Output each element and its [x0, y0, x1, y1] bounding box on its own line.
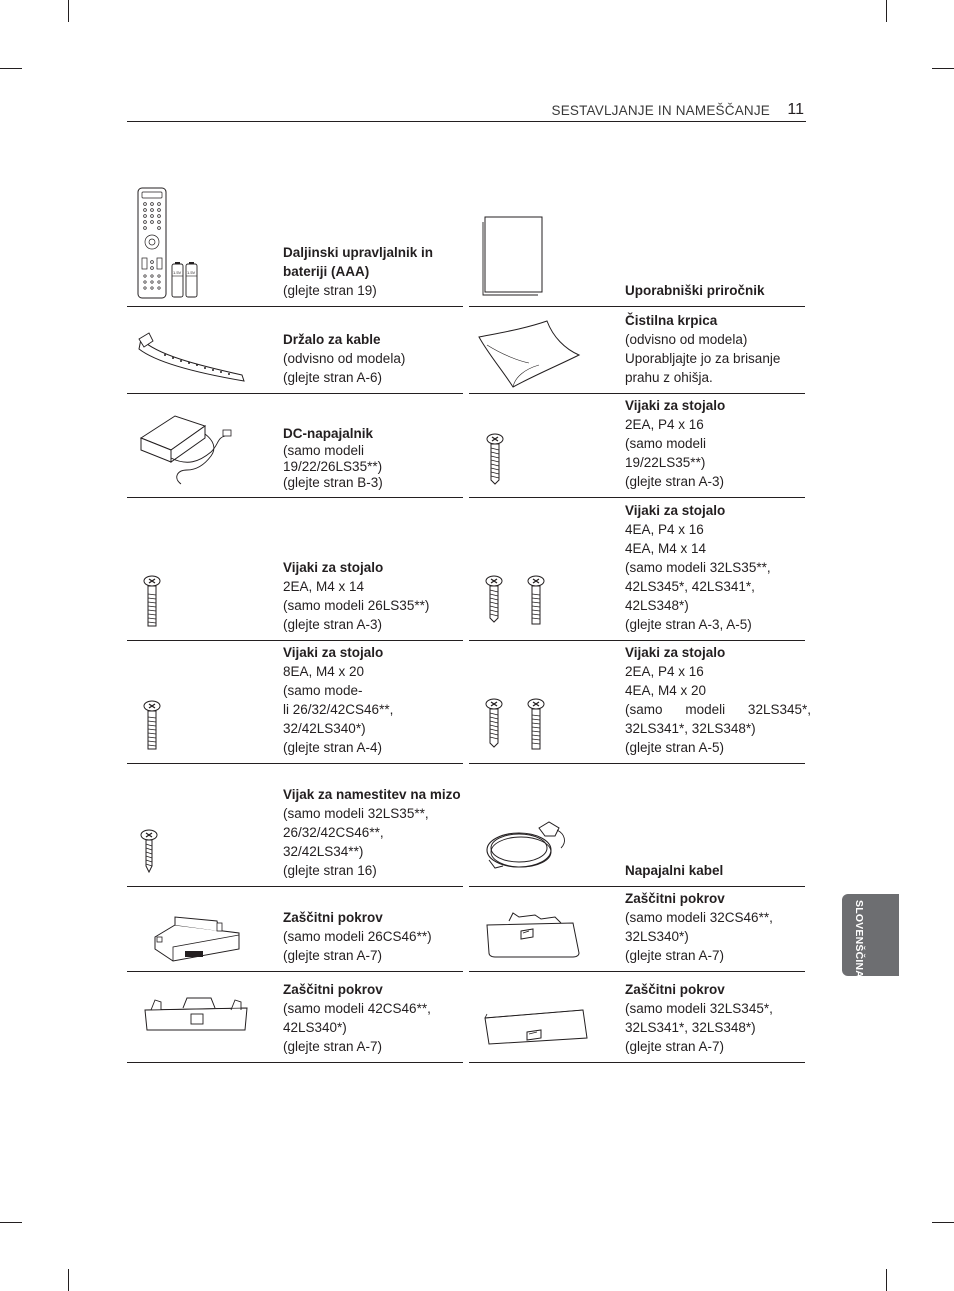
item-cover-32ls-text	[625, 980, 811, 1056]
item-manual-text	[625, 281, 811, 300]
screw-icon	[469, 641, 625, 763]
item-cable-holder	[127, 307, 463, 394]
item-cover-32	[469, 887, 805, 972]
protective-cover-icon	[127, 972, 283, 1062]
item-cover-32-text	[625, 889, 811, 965]
crop-mark	[0, 1222, 22, 1223]
item-title: Napajalni kabel	[625, 863, 724, 878]
screw-icon	[127, 498, 283, 640]
item-cover-26	[127, 887, 463, 972]
crop-mark	[886, 1269, 887, 1291]
item-title: Držalo za kable	[283, 332, 381, 347]
item-desk-screw	[127, 764, 463, 887]
item-line: 32LS341*, 32LS348*)	[625, 1020, 756, 1035]
crop-mark	[932, 1222, 954, 1223]
screw-icon	[469, 394, 625, 497]
item-line: 42LS348*)	[625, 598, 689, 613]
item-cover-26-text	[283, 908, 469, 965]
item-title: Zaščitni pokrov	[283, 910, 383, 925]
item-line: (glejte stran 19)	[283, 283, 377, 298]
item-line: 32LS340*)	[625, 929, 689, 944]
screw-icon	[469, 498, 625, 640]
battery-label: 1.5V	[173, 270, 182, 275]
item-screws-p4-2ea-text	[625, 396, 811, 491]
item-line: (glejte stran B-3)	[283, 475, 383, 490]
item-line: (odvisno od modela)	[283, 351, 406, 366]
item-title: Vijak za namestitev na mizo	[283, 787, 461, 802]
page-number: 11	[787, 101, 804, 118]
item-cover-32ls	[469, 972, 805, 1063]
language-tab-label: SLOVENŠČINA	[853, 900, 865, 979]
item-cloth-text	[625, 311, 811, 387]
item-line: (glejte stran A-4)	[283, 740, 383, 755]
item-title: Čistilna krpica	[625, 313, 718, 328]
item-line: (samo modeli 32LS345*,	[625, 702, 811, 717]
item-remote	[127, 180, 463, 307]
item-line: (odvisno od modela)	[625, 332, 748, 347]
item-line: (glejte stran A-7)	[283, 948, 383, 963]
item-screws-p4-2ea	[469, 394, 805, 498]
screw-icon	[127, 641, 283, 763]
item-line: (glejte stran A-6)	[283, 370, 383, 385]
item-line: 4EA, P4 x 16	[625, 522, 704, 537]
item-title: Uporabniški priročnik	[625, 283, 765, 298]
item-line: (glejte stran A-3)	[283, 617, 383, 632]
manual-icon	[469, 180, 625, 306]
crop-mark	[932, 68, 954, 69]
item-line: (samo modeli 32LS35**,	[625, 560, 771, 575]
item-power-cable-text	[625, 861, 811, 880]
section-title: SESTAVLJANJE IN NAMEŠČANJE	[551, 103, 770, 118]
item-screws-p4-m4-2ea-4ea-text	[625, 643, 811, 757]
item-cable-holder-text	[283, 330, 469, 387]
item-dc-adapter	[127, 394, 463, 498]
crop-mark	[886, 0, 887, 22]
cable-holder-icon	[127, 307, 283, 393]
item-title: Vijaki za stojalo	[625, 503, 726, 518]
item-line: (samo modeli 42CS46**,	[283, 1001, 431, 1016]
item-line: (glejte stran A-7)	[625, 1039, 725, 1054]
item-line: (samo modeli 32CS46**,	[625, 910, 773, 925]
item-line: 32/42LS34**)	[283, 844, 364, 859]
item-screws-m4-8ea	[127, 641, 463, 764]
item-line: 32LS341*, 32LS348*)	[625, 721, 756, 736]
item-line: 2EA, P4 x 16	[625, 417, 704, 432]
item-line: (glejte stran A-3, A-5)	[625, 617, 752, 632]
item-line: 4EA, M4 x 14	[625, 541, 707, 556]
item-screws-m4-2ea-text	[283, 558, 469, 634]
protective-cover-icon	[469, 972, 625, 1062]
page-header	[127, 100, 806, 122]
item-title: Daljinski upravljalnik in bateriji (AAA)	[283, 245, 434, 279]
item-screws-p4-m4-4ea-text	[625, 501, 811, 634]
item-line: (samo modeli 32LS35**,	[283, 806, 429, 821]
protective-cover-icon	[127, 887, 283, 971]
item-line: (samo modeli 32LS345*,	[625, 1001, 773, 1016]
battery-label: 1.5V	[187, 270, 196, 275]
item-line: 42LS345*, 42LS341*,	[625, 579, 755, 594]
item-line: (samo modeli	[283, 443, 365, 458]
item-title: Zaščitni pokrov	[283, 982, 383, 997]
item-screws-m4-8ea-text	[283, 643, 469, 757]
item-title: Vijaki za stojalo	[625, 398, 726, 413]
item-title: DC-napajalnik	[283, 426, 374, 441]
item-line: (glejte stran A-7)	[283, 1039, 383, 1054]
item-title: Vijaki za stojalo	[283, 645, 384, 660]
item-screws-p4-m4-2ea-4ea	[469, 641, 811, 764]
item-line: 2EA, P4 x 16	[625, 664, 704, 679]
item-line: li 26/32/42CS46**,	[283, 702, 394, 717]
dc-adapter-icon	[127, 394, 283, 497]
item-line: Uporabljajte jo za brisanje	[625, 351, 781, 366]
item-line: (samo modeli	[625, 436, 707, 451]
item-manual	[469, 180, 805, 307]
crop-mark	[68, 0, 69, 22]
item-line: (glejte stran A-5)	[625, 740, 725, 755]
item-dc-adapter-text	[283, 424, 469, 491]
item-line: (samo modeli 26LS35**)	[283, 598, 430, 613]
screw-icon	[127, 764, 283, 886]
item-title: Zaščitni pokrov	[625, 982, 725, 997]
power-cable-icon	[469, 764, 625, 886]
battery-icon	[171, 262, 201, 298]
item-title: Vijaki za stojalo	[625, 645, 726, 660]
remote-control-icon	[127, 180, 283, 306]
protective-cover-icon	[469, 887, 625, 971]
item-line: 4EA, M4 x 20	[625, 683, 707, 698]
item-screws-p4-m4-4ea	[469, 498, 805, 641]
item-line: 26/32/42CS46**,	[283, 825, 384, 840]
cleaning-cloth-icon	[469, 307, 625, 393]
item-line: 2EA, M4 x 14	[283, 579, 365, 594]
item-cloth	[469, 307, 805, 394]
item-remote-text	[283, 243, 469, 300]
item-desk-screw-text	[283, 785, 469, 880]
item-cover-42-text	[283, 980, 469, 1056]
crop-mark	[68, 1269, 69, 1291]
crop-mark	[0, 68, 22, 69]
item-screws-m4-2ea	[127, 498, 463, 641]
item-cover-42	[127, 972, 463, 1063]
item-line: (samo modeli 26CS46**)	[283, 929, 432, 944]
item-line: (glejte stran 16)	[283, 863, 377, 878]
item-line: (glejte stran A-7)	[625, 948, 725, 963]
item-line: 19/22/26LS35**)	[283, 459, 383, 474]
item-line: 42LS340*)	[283, 1020, 347, 1035]
item-title: Zaščitni pokrov	[625, 891, 725, 906]
item-line: (samo mode-	[283, 683, 363, 698]
item-line: prahu z ohišja.	[625, 370, 713, 385]
language-tab	[842, 894, 899, 979]
item-line: 19/22LS35**)	[625, 455, 706, 470]
item-line: 8EA, M4 x 20	[283, 664, 365, 679]
item-title: Vijaki za stojalo	[283, 560, 384, 575]
item-line: (glejte stran A-3)	[625, 474, 725, 489]
item-line: 32/42LS340*)	[283, 721, 366, 736]
item-power-cable	[469, 764, 805, 887]
